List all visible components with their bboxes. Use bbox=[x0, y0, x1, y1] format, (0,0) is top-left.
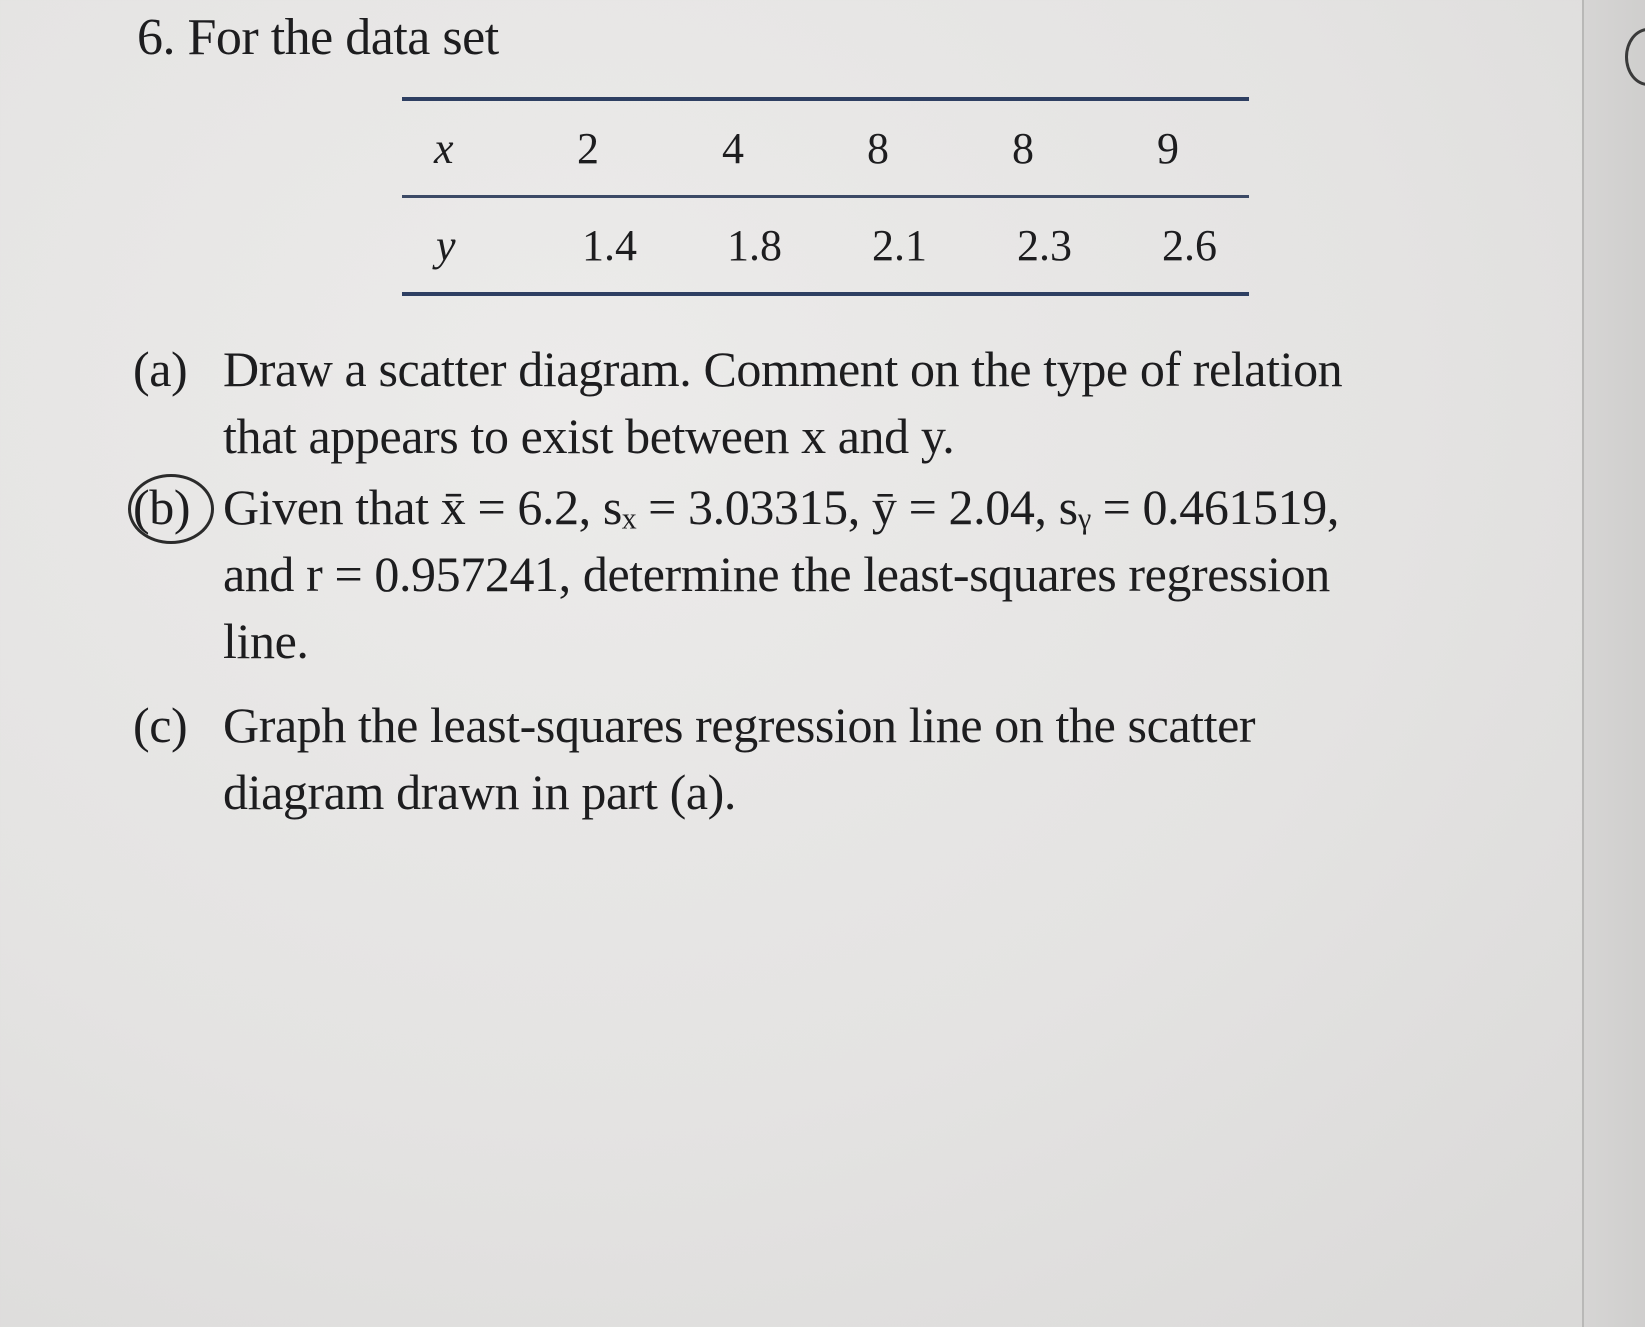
x-cell: 4 bbox=[722, 124, 744, 173]
y-cell: 2.6 bbox=[1162, 221, 1217, 270]
table-row-x bbox=[402, 101, 1249, 195]
y-cell: 2.3 bbox=[1017, 221, 1072, 270]
problem-heading bbox=[137, 8, 499, 67]
part-b-text bbox=[223, 474, 1503, 675]
table-bottom-rule bbox=[402, 292, 1249, 296]
x-header: x bbox=[434, 124, 454, 173]
part-b-line: line. bbox=[223, 613, 309, 669]
part-c-text bbox=[223, 692, 1503, 826]
y-header: y bbox=[436, 221, 456, 270]
problem-title: For the data set bbox=[187, 9, 499, 66]
part-c-line: diagram drawn in part (a). bbox=[223, 764, 736, 820]
part-b-line: Given that x̄ = 6.2, sₓ = 3.03315, ȳ = 2.04, sᵧ = 0.461519, bbox=[223, 479, 1339, 535]
x-cell: 8 bbox=[1012, 124, 1034, 173]
data-table bbox=[402, 97, 1249, 296]
table-row-y bbox=[402, 198, 1249, 292]
page-edge bbox=[1582, 0, 1645, 1327]
part-c-line: Graph the least-squares regression line on the scatter bbox=[223, 697, 1256, 753]
x-cell: 8 bbox=[867, 124, 889, 173]
y-cell: 2.1 bbox=[872, 221, 927, 270]
part-b-line: and r = 0.957241, determine the least-squares regression bbox=[223, 546, 1330, 602]
x-cell: 9 bbox=[1157, 124, 1179, 173]
part-b-label: (b) bbox=[133, 479, 191, 535]
y-cell: 1.4 bbox=[582, 221, 637, 270]
x-cell: 2 bbox=[577, 124, 599, 173]
part-c-label: (c) bbox=[133, 697, 188, 753]
part-a-label: (a) bbox=[133, 341, 188, 397]
part-a-line: Draw a scatter diagram. Comment on the type of relation bbox=[223, 341, 1343, 397]
part-a-text bbox=[223, 336, 1503, 470]
part-a-line: that appears to exist between x and y. bbox=[223, 408, 955, 464]
y-cell: 1.8 bbox=[727, 221, 782, 270]
problem-number: 6. bbox=[137, 9, 175, 66]
